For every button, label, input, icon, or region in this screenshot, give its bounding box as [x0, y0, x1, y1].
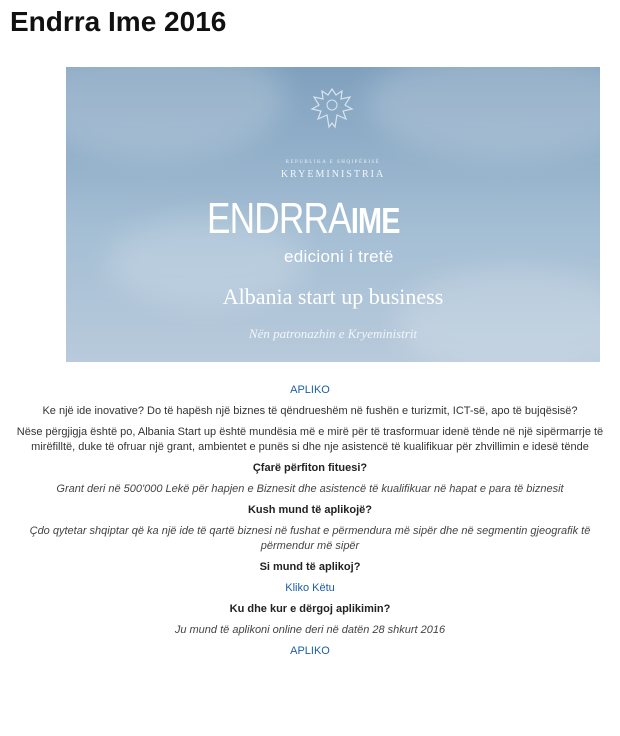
ministry-label: KRYEMINISTRIA	[280, 169, 386, 180]
question-where-when: Ku dhe kur e dërgoj aplikimin?	[229, 603, 391, 615]
apply-link-top[interactable]: APLIKO	[290, 384, 330, 396]
answer-eligibility: Çdo qytetar shqiptar që ka një ide të qartë biznesi në fushat e përmendura më sipër dhe në segmentin gjeografik të përmendur më sipër	[29, 525, 591, 552]
page-title: Endrra Ime 2016	[10, 6, 227, 37]
eagle-emblem-icon	[308, 83, 356, 133]
republic-label: REPUBLIKA E SHQIPËRISË	[285, 160, 381, 165]
patronage-label: Nën patronazhin e Kryeministrit	[248, 326, 418, 341]
tagline: Albania start up business	[222, 284, 444, 309]
question-how-to-apply: Si mund të aplikoj?	[259, 561, 361, 573]
banner-image	[66, 67, 600, 362]
logo-part-ime: IME	[350, 200, 400, 241]
apply-link-bottom[interactable]: APLIKO	[290, 645, 330, 657]
article-body	[0, 383, 620, 665]
intro-question: Ke një ide inovative? Do të hapësh një biznes të qëndrueshëm në fushën e turizmit, ICT-së, apo të bujqësisë?	[42, 405, 578, 417]
intro-answer: Nëse përgjigja është po, Albania Start up është mundësia më e mirë për të trasformuar idenë tënde në një sipërmarrje të mirëfilltë, duke të ofruar një grant, ambientet e punës si dhe nje asistencë të kualifikuar për zhvillimin e idesë tënde	[16, 426, 604, 453]
click-here-link[interactable]: Kliko Këtu	[285, 582, 335, 594]
logo-part-endrra: ENDRRA	[207, 194, 351, 243]
edition-label: edicioni i tretë	[284, 247, 394, 266]
question-benefits: Çfarë përfiton fituesi?	[252, 462, 368, 474]
answer-benefits: Grant deri në 500'000 Lekë për hapjen e Biznesit dhe asistencë të kualifikuar në hapat e para të biznesit	[56, 483, 564, 495]
question-eligibility: Kush mund të aplikojë?	[247, 504, 373, 516]
answer-deadline: Ju mund të aplikoni online deri në datën 28 shkurt 2016	[174, 624, 446, 636]
endrra-ime-logo	[207, 194, 400, 243]
